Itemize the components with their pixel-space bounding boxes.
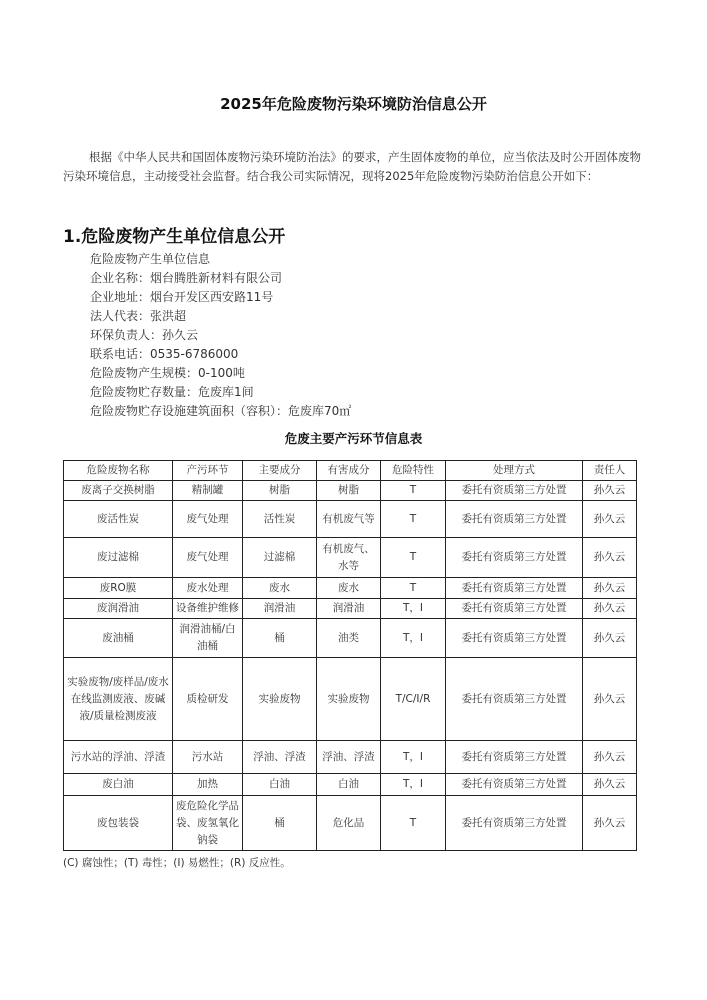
table-cell: 有机废气等: [317, 501, 381, 538]
table-cell: 委托有资质第三方处置: [446, 774, 583, 796]
table-cell: T，I: [381, 599, 446, 619]
table-cell: 孙久云: [583, 619, 637, 658]
table-cell: 润滑油: [243, 599, 317, 619]
column-header: 处理方式: [446, 461, 583, 481]
table-cell: 润滑油: [317, 599, 381, 619]
table-cell: 桶: [243, 796, 317, 851]
table-cell: 实验废物: [317, 658, 381, 741]
table-cell: T: [381, 538, 446, 578]
table-row: [64, 619, 637, 658]
table-cell: 润滑油桶/白油桶: [173, 619, 243, 658]
table-cell: 质检研发: [173, 658, 243, 741]
table-row: [64, 538, 637, 578]
column-header: 责任人: [583, 461, 637, 481]
table-cell: 废水处理: [173, 578, 243, 599]
table-cell: 孙久云: [583, 774, 637, 796]
table-cell: 树脂: [317, 481, 381, 501]
table-row: [64, 481, 637, 501]
table-cell: 孙久云: [583, 796, 637, 851]
table-cell: 实验废物/废样品/废水在线监测废液、废碱液/质量检测废液: [64, 658, 173, 741]
table-cell: T: [381, 501, 446, 538]
table-cell: 树脂: [243, 481, 317, 501]
table-cell: 委托有资质第三方处置: [446, 796, 583, 851]
table-cell: 废离子交换树脂: [64, 481, 173, 501]
table-row: [64, 741, 637, 774]
table-cell: 委托有资质第三方处置: [446, 501, 583, 538]
table-cell: T: [381, 578, 446, 599]
table-cell: 有机废气、水等: [317, 538, 381, 578]
table-cell: T，I: [381, 619, 446, 658]
column-header: 危险废物名称: [64, 461, 173, 481]
table-cell: T: [381, 481, 446, 501]
table-row: [64, 658, 637, 741]
page-title: 2025年危险废物污染环境防治信息公开: [220, 95, 487, 113]
table-cell: 委托有资质第三方处置: [446, 619, 583, 658]
info-line: 危险废物产生单位信息: [90, 252, 211, 266]
table-cell: 浮油、浮渣: [243, 741, 317, 774]
table-cell: 孙久云: [583, 599, 637, 619]
info-line: 企业名称：烟台腾胜新材料有限公司: [90, 271, 283, 285]
table-cell: 活性炭: [243, 501, 317, 538]
table-cell: 废水: [243, 578, 317, 599]
table-cell: 委托有资质第三方处置: [446, 481, 583, 501]
column-header: 危险特性: [381, 461, 446, 481]
table-cell: 委托有资质第三方处置: [446, 538, 583, 578]
table-cell: 孙久云: [583, 481, 637, 501]
table-cell: 废气处理: [173, 538, 243, 578]
info-line: 危险废物产生规模：0-100吨: [90, 366, 245, 380]
table-cell: 白油: [243, 774, 317, 796]
table-cell: 孙久云: [583, 538, 637, 578]
table-cell: 委托有资质第三方处置: [446, 599, 583, 619]
table-cell: T，I: [381, 741, 446, 774]
table-title: 危废主要产污环节信息表: [284, 431, 423, 446]
section-heading: 1.危险废物产生单位信息公开: [63, 227, 286, 247]
table-cell: 废RO膜: [64, 578, 173, 599]
info-line: 环保负责人：孙久云: [90, 328, 199, 342]
column-header: 产污环节: [173, 461, 243, 481]
table-cell: 孙久云: [583, 658, 637, 741]
table-cell: 污水站的浮油、浮渣: [64, 741, 173, 774]
table-cell: 废水: [317, 578, 381, 599]
info-line: 法人代表：张洪超: [90, 309, 187, 323]
table-cell: 废气处理: [173, 501, 243, 538]
table-cell: 废包装袋: [64, 796, 173, 851]
column-header: 有害成分: [317, 461, 381, 481]
table-cell: 油类: [317, 619, 381, 658]
table-cell: 废危险化学品袋、废氢氧化钠袋: [173, 796, 243, 851]
table-cell: 废油桶: [64, 619, 173, 658]
intro-paragraph: 根据《中华人民共和国固体废物污染环境防治法》的要求，产生固体废物的单位，应当依法及时公开固体废物污染环境信息，主动接受社会监督。结合我公司实际情况，现将2025年危险废物污染防治信息公开如下：: [63, 150, 641, 183]
table-cell: 精制罐: [173, 481, 243, 501]
table-cell: 孙久云: [583, 578, 637, 599]
table-row: [64, 796, 637, 851]
table-cell: 孙久云: [583, 501, 637, 538]
table-cell: 污水站: [173, 741, 243, 774]
table-cell: 委托有资质第三方处置: [446, 578, 583, 599]
table-row: [64, 599, 637, 619]
table-cell: 设备维护维修: [173, 599, 243, 619]
table-cell: 桶: [243, 619, 317, 658]
table-cell: 废活性炭: [64, 501, 173, 538]
table-cell: 实验废物: [243, 658, 317, 741]
info-line: 企业地址：烟台开发区西安路11号: [90, 290, 274, 304]
info-line: 危险废物贮存设施建筑面积（容积）：危废库70㎡: [90, 404, 352, 418]
table-cell: 危化品: [317, 796, 381, 851]
table-cell: 过滤棉: [243, 538, 317, 578]
table-cell: 废白油: [64, 774, 173, 796]
waste-table: [63, 460, 637, 851]
table-cell: 委托有资质第三方处置: [446, 658, 583, 741]
table-cell: 委托有资质第三方处置: [446, 741, 583, 774]
table-header-row: [64, 461, 637, 481]
footnote: (C) 腐蚀性；(T) 毒性；(I) 易燃性；(R) 反应性。: [63, 857, 291, 869]
column-header: 主要成分: [243, 461, 317, 481]
table-row: [64, 501, 637, 538]
table-cell: 废过滤棉: [64, 538, 173, 578]
table-cell: T，I: [381, 774, 446, 796]
unit-info-list: [90, 250, 351, 421]
info-line: 危险废物贮存数量：危废库1间: [90, 385, 254, 399]
table-cell: 孙久云: [583, 741, 637, 774]
info-line: 联系电话：0535-6786000: [90, 347, 239, 361]
table-cell: T/C/I/R: [381, 658, 446, 741]
table-cell: 白油: [317, 774, 381, 796]
table-cell: T: [381, 796, 446, 851]
table-row: [64, 578, 637, 599]
table-cell: 加热: [173, 774, 243, 796]
table-cell: 浮油、浮渣: [317, 741, 381, 774]
table-cell: 废润滑油: [64, 599, 173, 619]
table-row: [64, 774, 637, 796]
